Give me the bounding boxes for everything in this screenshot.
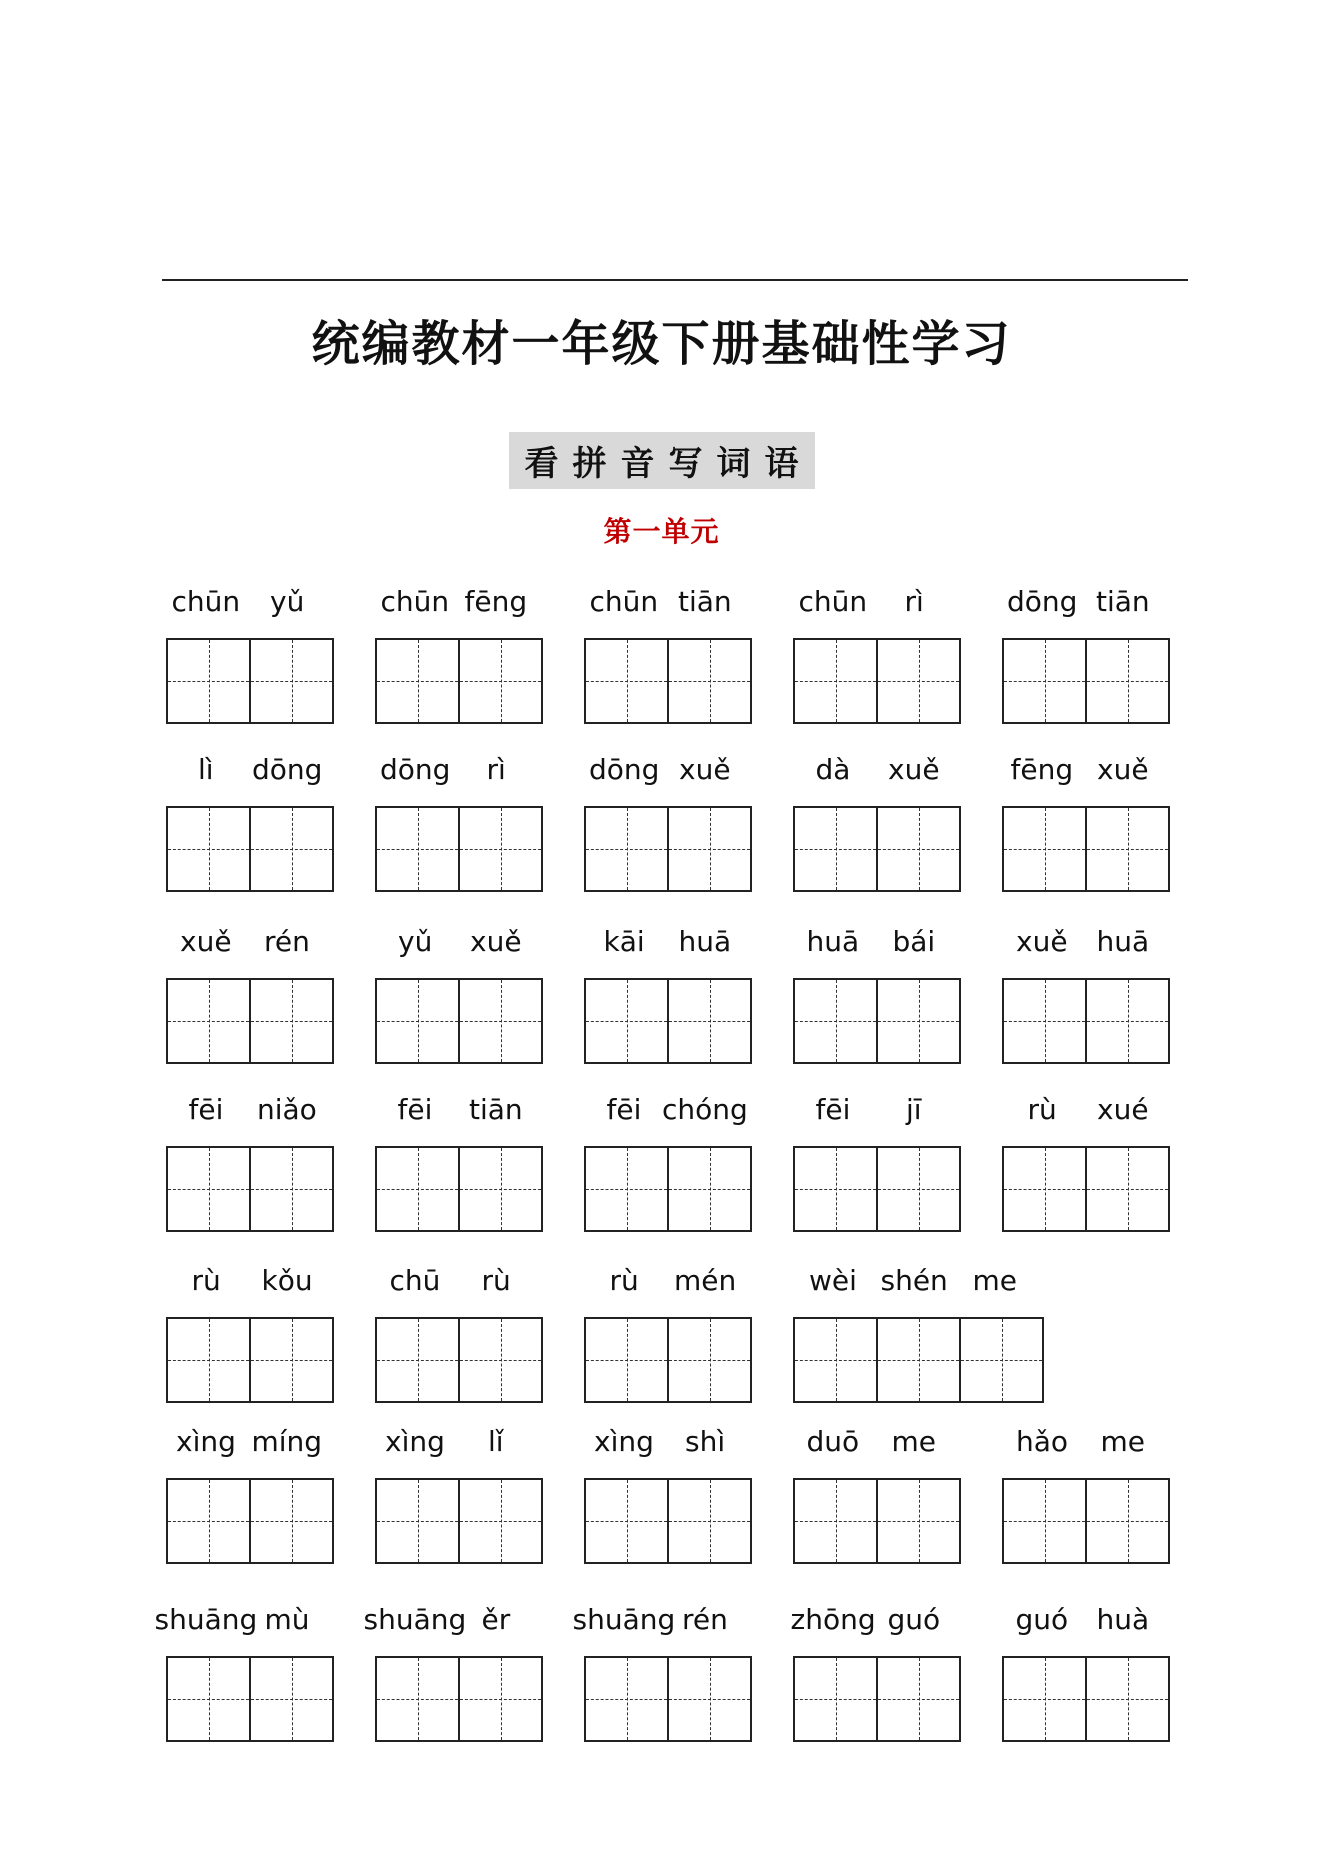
- word-item: [164, 750, 376, 906]
- writing-boxes[interactable]: [584, 1317, 752, 1403]
- tian-zi-ge-box[interactable]: [1004, 1148, 1087, 1230]
- pinyin-syllable: huā: [806, 925, 860, 958]
- tian-zi-ge-box[interactable]: [586, 640, 669, 722]
- word-item: [164, 582, 376, 738]
- word-item: [791, 750, 1003, 906]
- pinyin-line: [582, 1090, 748, 1130]
- tian-zi-ge-box[interactable]: [961, 1319, 1044, 1401]
- writing-boxes[interactable]: [793, 1478, 961, 1564]
- writing-boxes[interactable]: [375, 1656, 543, 1742]
- pinyin-line: [373, 582, 535, 622]
- writing-boxes[interactable]: [1002, 806, 1170, 892]
- pinyin-syllable: xuě: [888, 753, 940, 786]
- pinyin-syllable: rì: [486, 753, 506, 786]
- tian-zi-ge-box[interactable]: [795, 1658, 878, 1740]
- pinyin-syllable: chūn: [380, 585, 450, 618]
- pinyin-line: [164, 922, 326, 962]
- tian-zi-ge-box[interactable]: [251, 1480, 334, 1562]
- tian-zi-ge-box[interactable]: [377, 1480, 460, 1562]
- pinyin-line: [164, 1422, 326, 1462]
- tian-zi-ge-box[interactable]: [669, 1319, 752, 1401]
- pinyin-syllable: shuāng: [154, 1603, 258, 1636]
- tian-zi-ge-box[interactable]: [586, 1319, 669, 1401]
- tian-zi-ge-box[interactable]: [669, 1480, 752, 1562]
- word-item: [373, 582, 585, 738]
- tian-zi-ge-box[interactable]: [460, 1319, 543, 1401]
- pinyin-line: [373, 1422, 535, 1462]
- word-item: [373, 1090, 585, 1246]
- pinyin-syllable: yǔ: [398, 925, 433, 958]
- exercise-row: [164, 1090, 1174, 1246]
- pinyin-syllable: shén: [880, 1264, 948, 1297]
- pinyin-syllable: xìng: [385, 1425, 445, 1458]
- tian-zi-ge-box[interactable]: [460, 640, 543, 722]
- tian-zi-ge-box[interactable]: [168, 1148, 251, 1230]
- pinyin-syllable: rén: [682, 1603, 728, 1636]
- pinyin-line: [572, 1600, 744, 1640]
- pinyin-line: [373, 922, 535, 962]
- word-item: [582, 750, 794, 906]
- tian-zi-ge-box[interactable]: [377, 1148, 460, 1230]
- pinyin-line: [164, 582, 326, 622]
- pinyin-syllable: niǎo: [257, 1093, 317, 1126]
- word-item: [154, 1600, 376, 1756]
- tian-zi-ge-box[interactable]: [1004, 980, 1087, 1062]
- tian-zi-ge-box[interactable]: [1087, 980, 1170, 1062]
- exercise-row: [164, 1261, 1174, 1417]
- pinyin-syllable: guó: [887, 1603, 941, 1636]
- writing-boxes[interactable]: [166, 1478, 334, 1564]
- pinyin-syllable: huà: [1096, 1603, 1150, 1636]
- word-item: [1000, 1090, 1212, 1246]
- writing-boxes[interactable]: [793, 1317, 1044, 1403]
- pinyin-syllable: xìng: [594, 1425, 654, 1458]
- subtitle-wrap: [0, 432, 1323, 489]
- word-item: [791, 922, 1003, 1078]
- pinyin-line: [164, 1261, 326, 1301]
- tian-zi-ge-box[interactable]: [878, 1148, 961, 1230]
- pinyin-line: [582, 1422, 744, 1462]
- pinyin-line: [582, 582, 744, 622]
- word-item: [582, 582, 794, 738]
- tian-zi-ge-box[interactable]: [377, 980, 460, 1062]
- pinyin-syllable: huā: [678, 925, 732, 958]
- pinyin-syllable: rù: [191, 1264, 221, 1297]
- tian-zi-ge-box[interactable]: [460, 1148, 543, 1230]
- writing-boxes[interactable]: [375, 978, 543, 1064]
- tian-zi-ge-box[interactable]: [1087, 1658, 1170, 1740]
- pinyin-line: [1000, 750, 1162, 790]
- tian-zi-ge-box[interactable]: [251, 1148, 334, 1230]
- pinyin-syllable: hǎo: [1016, 1425, 1069, 1458]
- tian-zi-ge-box[interactable]: [168, 1480, 251, 1562]
- unit-heading: 第一单元: [603, 515, 720, 548]
- word-item: [582, 1422, 794, 1578]
- pinyin-syllable: mù: [264, 1603, 310, 1636]
- pinyin-syllable: rén: [264, 925, 310, 958]
- pinyin-syllable: chóng: [662, 1093, 748, 1126]
- pinyin-line: [1000, 582, 1162, 622]
- pinyin-line: [1000, 922, 1162, 962]
- pinyin-line: [373, 1261, 535, 1301]
- writing-boxes[interactable]: [166, 1656, 334, 1742]
- pinyin-syllable: me: [1100, 1425, 1146, 1458]
- writing-boxes[interactable]: [584, 638, 752, 724]
- pinyin-syllable: lǐ: [488, 1425, 504, 1458]
- pinyin-syllable: duō: [806, 1425, 860, 1458]
- writing-boxes[interactable]: [375, 1317, 543, 1403]
- pinyin-syllable: xuě: [1097, 753, 1149, 786]
- word-item: [164, 1422, 376, 1578]
- pinyin-syllable: xué: [1097, 1093, 1149, 1126]
- pinyin-syllable: yǔ: [270, 585, 305, 618]
- tian-zi-ge-box[interactable]: [586, 1480, 669, 1562]
- tian-zi-ge-box[interactable]: [251, 980, 334, 1062]
- pinyin-syllable: tiān: [1096, 585, 1150, 618]
- writing-boxes[interactable]: [793, 978, 961, 1064]
- pinyin-syllable: rù: [609, 1264, 639, 1297]
- pinyin-line: [582, 750, 744, 790]
- writing-boxes[interactable]: [793, 638, 961, 724]
- writing-boxes[interactable]: [1002, 1656, 1170, 1742]
- tian-zi-ge-box[interactable]: [878, 980, 961, 1062]
- pinyin-line: [791, 1600, 953, 1640]
- pinyin-line: [791, 1422, 953, 1462]
- tian-zi-ge-box[interactable]: [878, 1658, 961, 1740]
- pinyin-syllable: dōng: [1007, 585, 1078, 618]
- pinyin-syllable: chūn: [589, 585, 659, 618]
- tian-zi-ge-box[interactable]: [795, 1480, 878, 1562]
- writing-boxes[interactable]: [375, 638, 543, 724]
- word-item: [1000, 922, 1212, 1078]
- pinyin-line: [164, 1090, 326, 1130]
- tian-zi-ge-box[interactable]: [669, 980, 752, 1062]
- pinyin-syllable: huā: [1096, 925, 1150, 958]
- word-item: [1000, 582, 1212, 738]
- tian-zi-ge-box[interactable]: [1087, 1480, 1170, 1562]
- writing-boxes[interactable]: [793, 806, 961, 892]
- pinyin-line: [582, 1261, 744, 1301]
- tian-zi-ge-box[interactable]: [1087, 808, 1170, 890]
- pinyin-syllable: dōng: [380, 753, 451, 786]
- pinyin-line: [791, 750, 953, 790]
- word-item: [791, 1261, 1084, 1417]
- writing-boxes[interactable]: [793, 1146, 961, 1232]
- tian-zi-ge-box[interactable]: [795, 640, 878, 722]
- word-item: [164, 922, 376, 1078]
- exercise-row: [164, 582, 1174, 738]
- tian-zi-ge-box[interactable]: [1004, 1658, 1087, 1740]
- tian-zi-ge-box[interactable]: [460, 808, 543, 890]
- pinyin-syllable: rù: [481, 1264, 511, 1297]
- tian-zi-ge-box[interactable]: [795, 1319, 878, 1401]
- pinyin-syllable: shì: [685, 1425, 726, 1458]
- tian-zi-ge-box[interactable]: [377, 808, 460, 890]
- writing-boxes[interactable]: [584, 978, 752, 1064]
- writing-boxes[interactable]: [1002, 1478, 1170, 1564]
- pinyin-line: [791, 922, 953, 962]
- exercise-row: [154, 1600, 1174, 1756]
- writing-boxes[interactable]: [375, 806, 543, 892]
- pinyin-syllable: dōng: [252, 753, 323, 786]
- tian-zi-ge-box[interactable]: [251, 1319, 334, 1401]
- section-subtitle: 看拼音写词语: [509, 432, 815, 489]
- tian-zi-ge-box[interactable]: [586, 1148, 669, 1230]
- pinyin-syllable: xuě: [470, 925, 522, 958]
- writing-boxes[interactable]: [584, 1478, 752, 1564]
- word-item: [791, 1090, 1003, 1246]
- tian-zi-ge-box[interactable]: [1004, 640, 1087, 722]
- pinyin-syllable: tiān: [469, 1093, 523, 1126]
- writing-boxes[interactable]: [793, 1656, 961, 1742]
- pinyin-syllable: dōng: [589, 753, 660, 786]
- word-item: [791, 1600, 1003, 1756]
- tian-zi-ge-box[interactable]: [669, 1148, 752, 1230]
- pinyin-syllable: fēi: [606, 1093, 642, 1126]
- tian-zi-ge-box[interactable]: [460, 1658, 543, 1740]
- pinyin-syllable: chūn: [171, 585, 241, 618]
- tian-zi-ge-box[interactable]: [251, 808, 334, 890]
- pinyin-line: [791, 1261, 1034, 1301]
- writing-boxes[interactable]: [375, 1146, 543, 1232]
- tian-zi-ge-box[interactable]: [795, 808, 878, 890]
- tian-zi-ge-box[interactable]: [168, 808, 251, 890]
- writing-boxes[interactable]: [584, 1656, 752, 1742]
- page-title: 统编教材一年级下册基础性学习: [311, 316, 1012, 372]
- pinyin-syllable: fēng: [464, 585, 528, 618]
- tian-zi-ge-box[interactable]: [878, 1319, 961, 1401]
- pinyin-syllable: me: [891, 1425, 937, 1458]
- pinyin-line: [363, 1600, 535, 1640]
- tian-zi-ge-box[interactable]: [168, 980, 251, 1062]
- pinyin-syllable: chū: [389, 1264, 441, 1297]
- pinyin-syllable: dà: [815, 753, 851, 786]
- word-item: [373, 1261, 585, 1417]
- pinyin-syllable: zhōng: [790, 1603, 876, 1636]
- tian-zi-ge-box[interactable]: [460, 1480, 543, 1562]
- pinyin-syllable: kāi: [603, 925, 645, 958]
- word-item: [373, 750, 585, 906]
- pinyin-syllable: xuě: [679, 753, 731, 786]
- tian-zi-ge-box[interactable]: [1087, 1148, 1170, 1230]
- tian-zi-ge-box[interactable]: [1087, 640, 1170, 722]
- pinyin-line: [1000, 1090, 1162, 1130]
- exercise-row: [164, 1422, 1174, 1578]
- pinyin-syllable: fēi: [815, 1093, 851, 1126]
- pinyin-syllable: shuāng: [363, 1603, 467, 1636]
- pinyin-line: [1000, 1600, 1162, 1640]
- word-item: [582, 1090, 794, 1246]
- pinyin-syllable: rù: [1027, 1093, 1057, 1126]
- tian-zi-ge-box[interactable]: [377, 1319, 460, 1401]
- tian-zi-ge-box[interactable]: [377, 640, 460, 722]
- tian-zi-ge-box[interactable]: [878, 808, 961, 890]
- tian-zi-ge-box[interactable]: [669, 1658, 752, 1740]
- pinyin-syllable: rì: [904, 585, 924, 618]
- tian-zi-ge-box[interactable]: [878, 1480, 961, 1562]
- pinyin-line: [373, 1090, 535, 1130]
- word-item: [1000, 750, 1212, 906]
- tian-zi-ge-box[interactable]: [795, 1148, 878, 1230]
- writing-boxes[interactable]: [1002, 978, 1170, 1064]
- word-item: [1000, 1600, 1212, 1756]
- pinyin-line: [582, 922, 744, 962]
- tian-zi-ge-box[interactable]: [168, 1319, 251, 1401]
- writing-boxes[interactable]: [166, 978, 334, 1064]
- word-item: [572, 1600, 794, 1756]
- pinyin-line: [791, 1090, 953, 1130]
- tian-zi-ge-box[interactable]: [1004, 1480, 1087, 1562]
- pinyin-syllable: fēng: [1010, 753, 1074, 786]
- tian-zi-ge-box[interactable]: [669, 640, 752, 722]
- writing-boxes[interactable]: [166, 806, 334, 892]
- tian-zi-ge-box[interactable]: [168, 1658, 251, 1740]
- top-rule: [162, 279, 1188, 281]
- pinyin-syllable: fēi: [397, 1093, 433, 1126]
- tian-zi-ge-box[interactable]: [586, 980, 669, 1062]
- pinyin-syllable: wèi: [809, 1264, 857, 1297]
- pinyin-syllable: xìng: [176, 1425, 236, 1458]
- tian-zi-ge-box[interactable]: [1004, 808, 1087, 890]
- pinyin-syllable: ěr: [481, 1603, 511, 1636]
- word-item: [373, 1422, 585, 1578]
- tian-zi-ge-box[interactable]: [669, 808, 752, 890]
- pinyin-syllable: kǒu: [261, 1264, 313, 1297]
- pinyin-syllable: míng: [251, 1425, 323, 1458]
- pinyin-syllable: guó: [1015, 1603, 1069, 1636]
- word-item: [1000, 1422, 1212, 1578]
- pinyin-line: [1000, 1422, 1162, 1462]
- pinyin-syllable: jī: [906, 1093, 922, 1126]
- writing-boxes[interactable]: [1002, 1146, 1170, 1232]
- word-item: [373, 922, 585, 1078]
- exercise-row: [164, 922, 1174, 1078]
- tian-zi-ge-box[interactable]: [251, 640, 334, 722]
- tian-zi-ge-box[interactable]: [586, 1658, 669, 1740]
- writing-boxes[interactable]: [584, 1146, 752, 1232]
- pinyin-syllable: bái: [892, 925, 936, 958]
- tian-zi-ge-box[interactable]: [795, 980, 878, 1062]
- word-item: [363, 1600, 585, 1756]
- tian-zi-ge-box[interactable]: [460, 980, 543, 1062]
- exercise-row: [164, 750, 1174, 906]
- writing-boxes[interactable]: [166, 1317, 334, 1403]
- pinyin-syllable: xuě: [1016, 925, 1068, 958]
- pinyin-syllable: chūn: [798, 585, 868, 618]
- pinyin-syllable: xuě: [180, 925, 232, 958]
- pinyin-syllable: me: [972, 1264, 1018, 1297]
- word-item: [791, 582, 1003, 738]
- pinyin-line: [164, 750, 326, 790]
- word-item: [164, 1261, 376, 1417]
- tian-zi-ge-box[interactable]: [377, 1658, 460, 1740]
- word-item: [582, 1261, 794, 1417]
- pinyin-syllable: tiān: [678, 585, 732, 618]
- word-item: [582, 922, 794, 1078]
- pinyin-line: [373, 750, 535, 790]
- pinyin-line: [791, 582, 953, 622]
- pinyin-syllable: shuāng: [572, 1603, 676, 1636]
- pinyin-syllable: fēi: [188, 1093, 224, 1126]
- writing-boxes[interactable]: [1002, 638, 1170, 724]
- writing-boxes[interactable]: [375, 1478, 543, 1564]
- writing-boxes[interactable]: [584, 806, 752, 892]
- word-item: [164, 1090, 376, 1246]
- writing-boxes[interactable]: [166, 638, 334, 724]
- pinyin-syllable: lì: [198, 753, 214, 786]
- writing-boxes[interactable]: [166, 1146, 334, 1232]
- word-item: [791, 1422, 1003, 1578]
- tian-zi-ge-box[interactable]: [251, 1658, 334, 1740]
- tian-zi-ge-box[interactable]: [168, 640, 251, 722]
- tian-zi-ge-box[interactable]: [878, 640, 961, 722]
- pinyin-line: [154, 1600, 326, 1640]
- pinyin-syllable: mén: [674, 1264, 737, 1297]
- tian-zi-ge-box[interactable]: [586, 808, 669, 890]
